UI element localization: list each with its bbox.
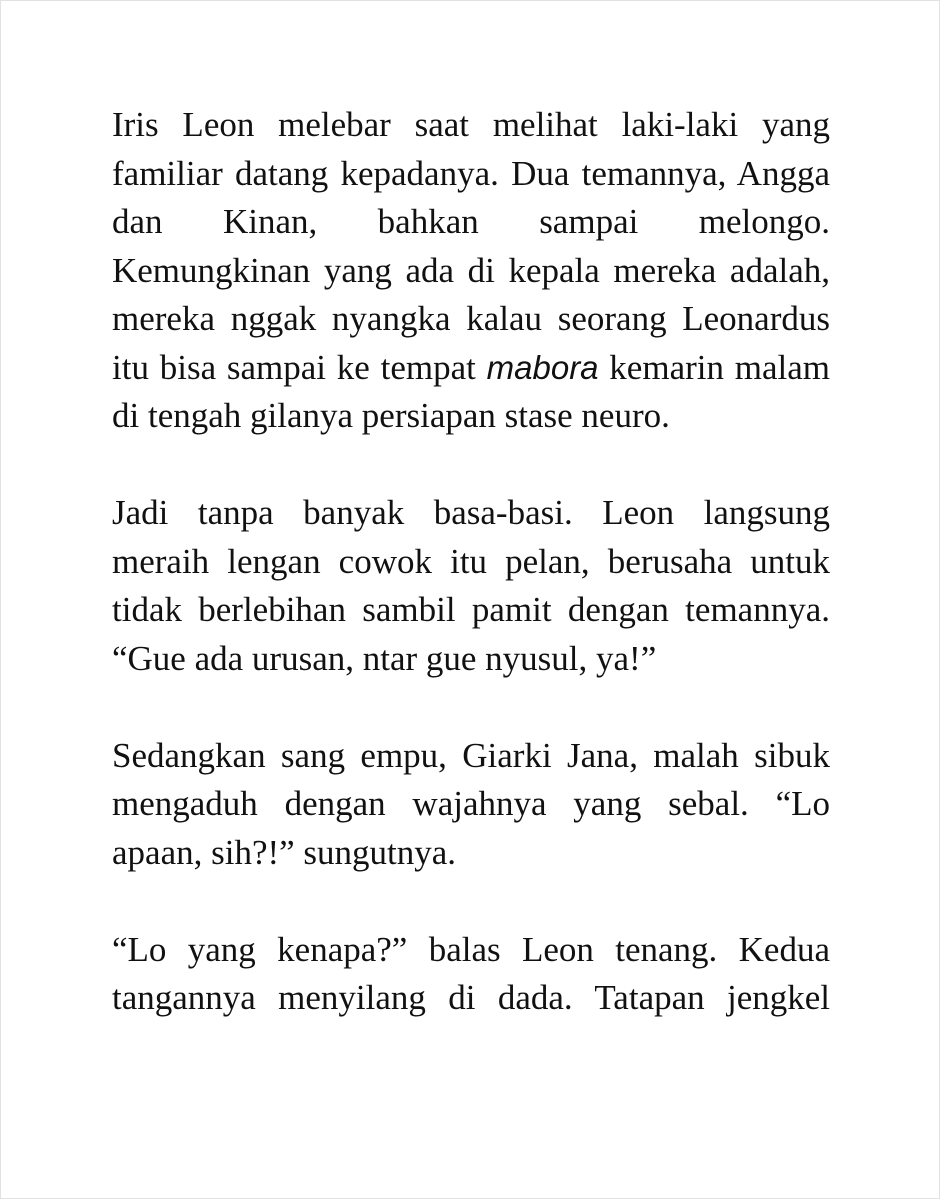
paragraph-1-text-end: kemarin malam di tengah gilanya persiapan stase neuro. [112, 347, 830, 435]
paragraph-4: “Lo yang kenapa?” balas Leon tenang. Kedua tangannya menyilang di dada. Tatapan jengkel [112, 929, 830, 1017]
paragraph-2: Jadi tanpa banyak basa-basi. Leon langsung meraih lengan cowok itu pelan, berusaha untuk tidak berlebihan sambil pamit dengan temannya. “Gue ada urusan, ntar gue nyusul, ya!” [112, 493, 830, 678]
page-bottom-margin [1, 1094, 939, 1198]
body-text [112, 101, 830, 1023]
italic-word: mabora [486, 348, 599, 386]
paragraph-1-text-start: Iris Leon melebar saat melihat laki-laki yang familiar datang kepadanya. Dua temannya, Angga dan Kinan, bahkan sampai melongo. Kemungkinan yang ada di kepala mereka adalah, mereka nggak nyangka kalau seorang Leonardus itu bisa sampai ke tempat [112, 105, 830, 387]
paragraph-3: Sedangkan sang empu, Giarki Jana, malah sibuk mengaduh dengan wajahnya yang sebal. “Lo apaan, sih?!” sungutnya. [112, 735, 830, 872]
paragraph-1 [112, 101, 830, 441]
